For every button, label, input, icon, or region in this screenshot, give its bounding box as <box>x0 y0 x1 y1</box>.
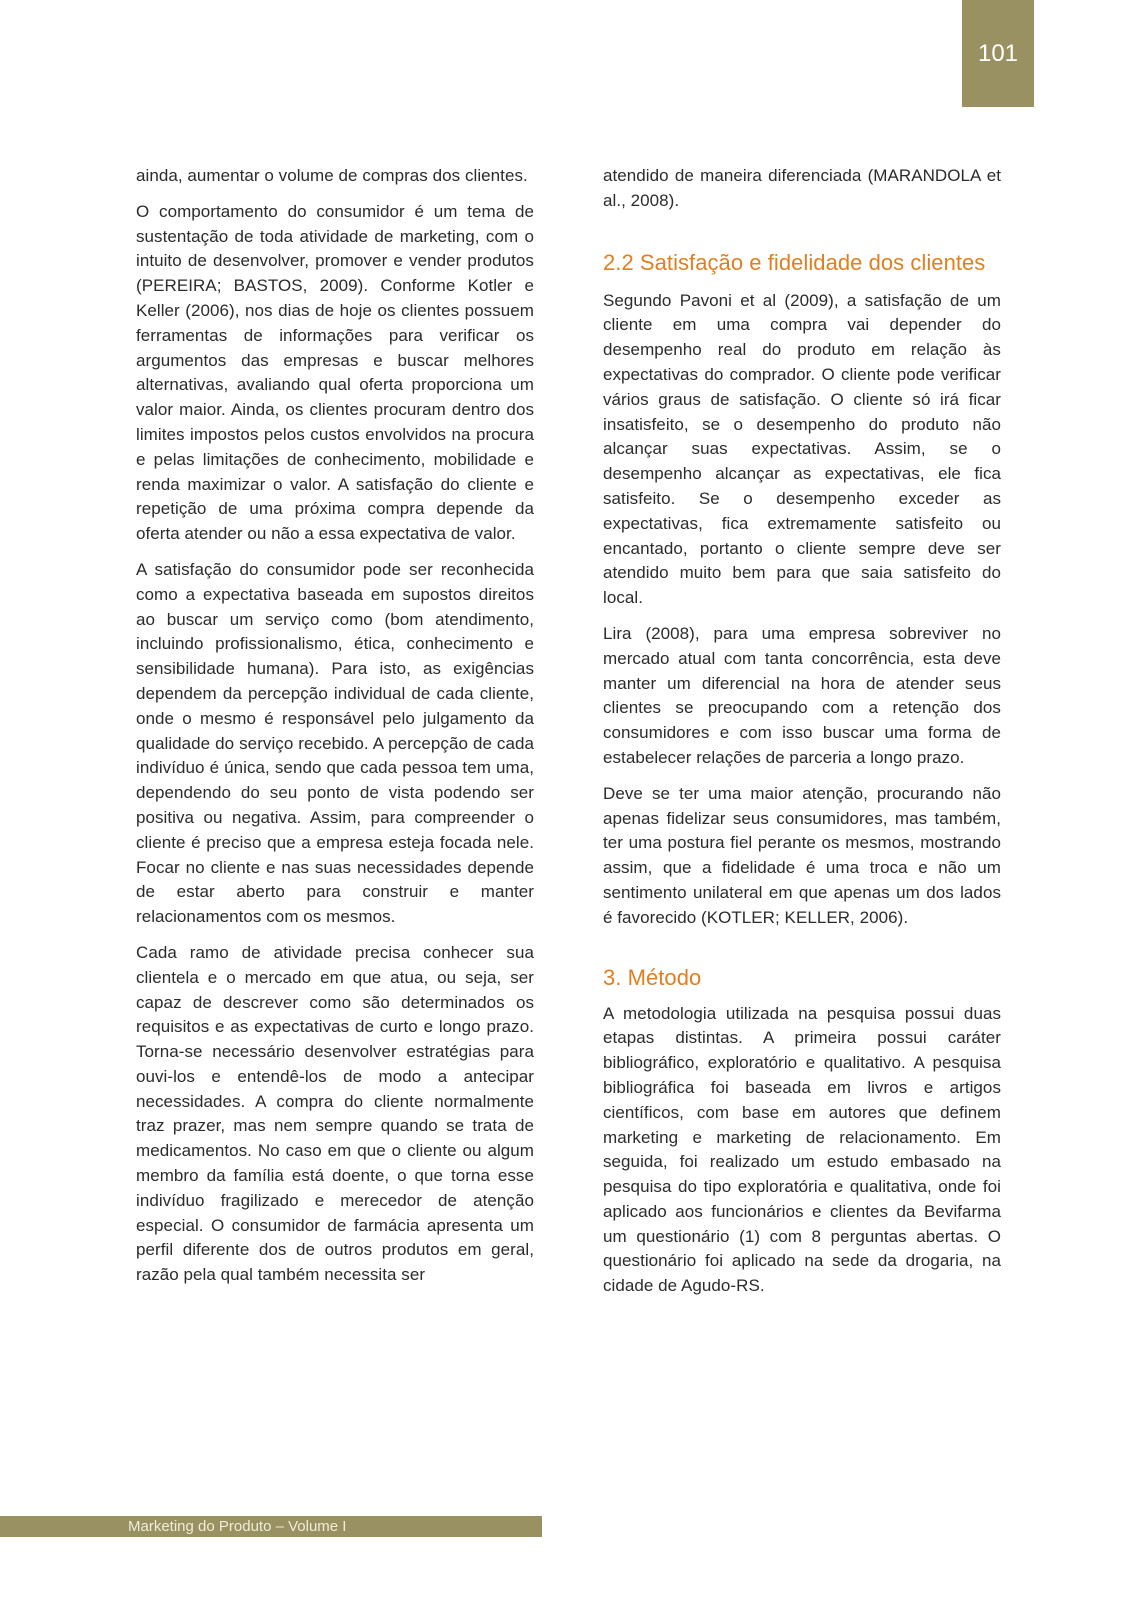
paragraph: Lira (2008), para uma empresa sobreviver no mercado atual com tanta concorrência, esta deve manter um diferencial na hora de atender seus clientes se preocupando com a retenção dos consumidores e com isso buscar uma forma de estabelecer relações de parceria a longo prazo. <box>603 623 1001 767</box>
footer-text: Marketing do Produto – Volume I <box>128 1518 347 1535</box>
paragraph: Cada ramo de atividade precisa conhecer sua clientela e o mercado em que atua, ou seja, ser capaz de descrever como são determinados os requisitos e as expectativas de curto e longo prazo. Torna-se necessário desenvolver estratégias para ouvi-los e entendê-los de modo a antecipar necessidades. A compra do cliente normalmente traz prazer, mas nem sempre quando se trata de medicamentos. No caso em que o cliente ou algum membro da família está doente, o que torna esse indivíduo fragilizado e merecedor de atenção especial. O consumidor de farmácia apresenta um perfil diferente dos de outros produtos em geral, razão pela qual também necessita ser <box>136 942 534 1285</box>
paragraph: ainda, aumentar o volume de compras dos clientes. <box>136 166 528 185</box>
paragraph: Deve se ter uma maior atenção, procurando não apenas fidelizar seus consumidores, mas também, ter uma postura fiel perante os mesmos, mostrando assim, que a fidelidade é uma troca e não um sentimento unilateral em que apenas um dos lados é favorecido (KOTLER; KELLER, 2006). <box>603 783 1001 927</box>
paragraph: A satisfação do consumidor pode ser reconhecida como a expectativa baseada em supostos direitos ao buscar um serviço como (bom atendimento, incluindo profissionalismo, ética, conhecimento e sensibilidade humana). Para isto, as exigências dependem da percepção individual de cada cliente, onde o mesmo é responsável pelo julgamento da qualidade do serviço recebido. A percepção de cada indivíduo é única, sendo que cada pessoa tem uma, dependendo do seu ponto de vista podendo ser positiva ou negativa. Assim, para compreender o cliente é preciso que a empresa esteja focada nele. Focar no cliente e nas suas necessidades depende de estar aberto para construir e manter relacionamentos com os mesmos. <box>136 559 534 927</box>
paragraph: A metodologia utilizada na pesquisa possui duas etapas distintas. A primeira possui caráter bibliográfico, exploratório e qualitativo. A pesquisa bibliográfica foi baseada em livros e artigos científicos, com base em autores que definem marketing e marketing de relacionamento. Em seguida, foi realizado um estudo embasado na pesquisa do tipo exploratória e qualitativa, onde foi aplicado aos funcionários e clientes da Bevifarma um questionário (1) com 8 perguntas abertas. O questionário foi aplicado na sede da drogaria, na cidade de Agudo-RS. <box>603 1003 1001 1296</box>
page-number: 101 <box>962 0 1034 107</box>
paragraph: O comportamento do consumidor é um tema de sustentação de toda atividade de marketing, com o intuito de desenvolver, promover e vender produtos (PEREIRA; BASTOS, 2009). Conforme Kotler e Keller (2006), nos dias de hoje os clientes possuem ferramentas de informações para verificar os argumentos das empresas e buscar melhores alternativas, avaliando qual oferta proporciona um valor maior. Ainda, os clientes procuram dentro dos limites impostos pelos custos envolvidos na procura e pelas limitações de conhecimento, mobilidade e renda maximizar o valor. A satisfação do cliente e repetição de uma próxima compra depende da oferta atender ou não a essa expectativa de valor. <box>136 201 534 544</box>
section-heading-2-2: 2.2 Satisfação e fidelidade dos clientes <box>603 249 986 275</box>
left-column <box>136 164 534 1299</box>
paragraph: atendido de maneira diferenciada (MARANDOLA et al., 2008). <box>603 166 1001 210</box>
section-heading-3: 3. Método <box>603 964 702 990</box>
right-column <box>603 164 1001 1310</box>
footer-bar <box>0 1516 542 1537</box>
paragraph: Segundo Pavoni et al (2009), a satisfação de um cliente em uma compra vai depender do desempenho real do produto em relação às expectativas do comprador. O cliente pode verificar vários graus de satisfação. O cliente só irá ficar insatisfeito, se o desempenho do produto não alcançar suas expectativas. Assim, se o desempenho alcançar as expectativas, ele fica satisfeito. Se o desempenho exceder as expectativas, fica extremamente satisfeito ou encantado, portanto o cliente sempre deve ser atendido muito bem para que saia satisfeito do local. <box>603 290 1001 608</box>
